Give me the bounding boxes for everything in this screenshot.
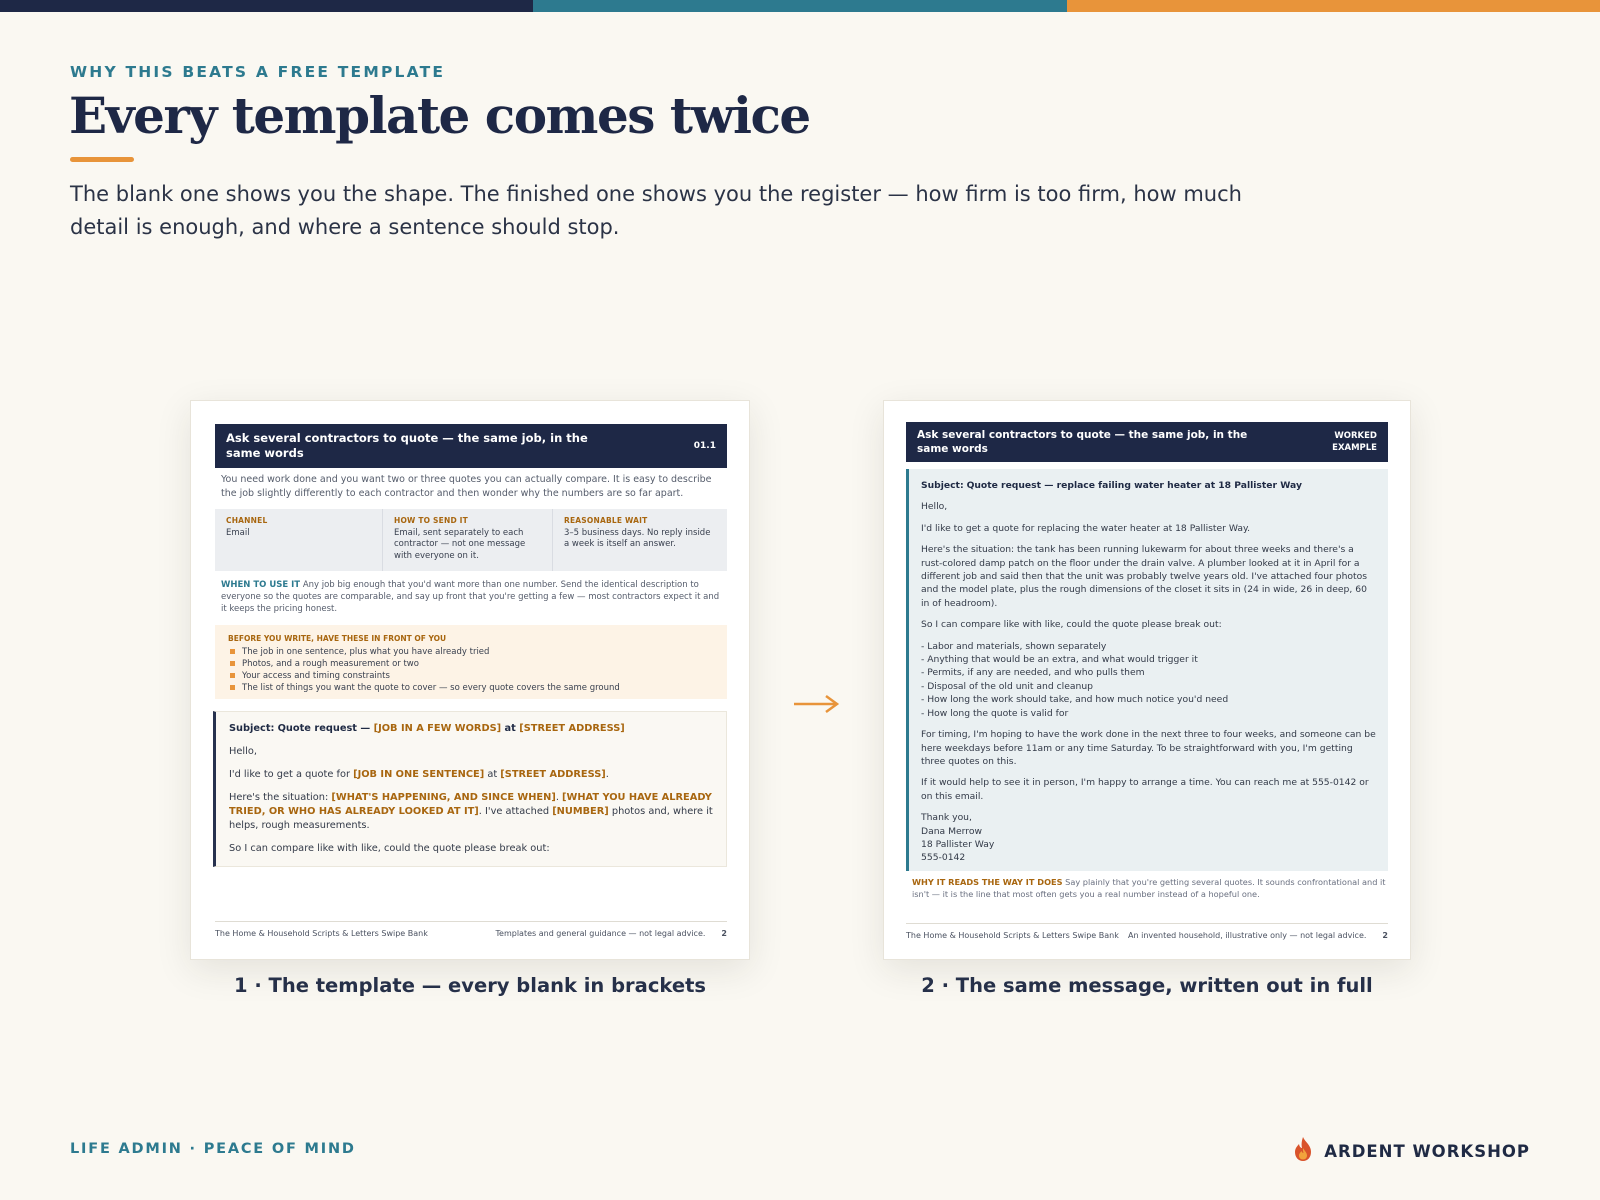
list-item: - Labor and materials, shown separately	[921, 640, 1107, 652]
doc-footer	[906, 923, 1388, 940]
placeholder: [WHAT YOU HAVE ALREADY TRIED, OR WHO HAS ALREADY LOOKED AT IT]	[229, 792, 712, 817]
list-item: The list of things you want the quote to cover — so every quote covers the same ground	[228, 682, 714, 694]
before-label: BEFORE YOU WRITE, HAVE THESE IN FRONT OF YOU	[228, 634, 447, 643]
doc-code: 01.1	[693, 440, 716, 451]
doc-footer	[215, 921, 727, 938]
meta-table	[215, 509, 727, 571]
when-to-use-label: WHEN TO USE IT	[221, 580, 301, 590]
list-item: The job in one sentence, plus what you have already tried	[228, 646, 714, 658]
example-page-card	[883, 400, 1411, 960]
list-item: - How long the quote is valid for	[921, 707, 1069, 719]
letter-signoff: Thank you, Dana Merrow 18 Pallister Way 555-0142	[921, 812, 995, 864]
before-list	[228, 646, 714, 694]
letter-paragraph: I'd like to get a quote for replacing the water heater at 18 Pallister Way.	[921, 522, 1251, 534]
letter-line: So I can compare like with like, could the quote please break out:	[229, 843, 550, 854]
placeholder: [STREET ADDRESS]	[519, 723, 625, 734]
letter-paragraph: Here's the situation: the tank has been running lukewarm for about three weeks and there's a rust-colored damp patch on the floor under the drain valve. A plumber looked at it in April for a different job and said then that the unit was probably twelve years old. I've attached four photos and the model plate, plus the rough dimensions of the closet it sits in (24 in wide, 26 in deep, 60 in of headroom).	[921, 544, 1368, 609]
doc-footer-left: The Home & Household Scripts & Letters Swipe Bank	[906, 931, 1119, 940]
list-item: - Permits, if any are needed, and who pulls them	[921, 667, 1145, 679]
why-it-reads-note	[912, 876, 1390, 900]
letter-greeting: Hello,	[229, 746, 257, 757]
why-text: Say plainly that you're getting several quotes. It sounds confrontational and it isn't — it is the line that most often gets you a real number instead of a hopeful one.	[912, 877, 1386, 899]
top-bar-orange-segment	[1067, 0, 1600, 12]
meta-label: HOW TO SEND IT	[394, 516, 468, 525]
doc-title: Ask several contractors to quote — the same job, in the same words	[917, 429, 1248, 455]
meta-label: CHANNEL	[226, 516, 268, 525]
doc-title: Ask several contractors to quote — the same job, in the same words	[226, 431, 588, 460]
bullet-square-icon	[230, 685, 235, 690]
worked-example-badge: WORKED EXAMPLE	[1332, 431, 1377, 453]
letter-subject: Subject: Quote request — [JOB IN A FEW WORDS] at [STREET ADDRESS]	[229, 723, 625, 734]
letter-greeting: Hello,	[921, 501, 948, 513]
page-number: 2	[721, 929, 727, 938]
page-number: 2	[1382, 931, 1388, 940]
placeholder: [STREET ADDRESS]	[500, 769, 606, 780]
footer-tagline: LIFE ADMIN · PEACE OF MIND	[70, 1141, 356, 1157]
letter-line: Here's the situation: [WHAT'S HAPPENING, AND SINCE WHEN]. [WHAT YOU HAVE ALREADY TRIED, OR WHO HAS ALREADY LOOKED AT IT]. I've attached [NUMBER] photos and, where it helps, rough measurements.	[229, 792, 713, 831]
title-accent-rule	[70, 157, 134, 162]
bullet-square-icon	[230, 673, 235, 678]
meta-value: Email	[226, 527, 250, 538]
meta-channel	[215, 509, 382, 571]
placeholder: [NUMBER]	[552, 806, 609, 817]
doc-footer-right: An invented household, illustrative only — not legal advice.	[1128, 931, 1367, 940]
right-arrow-icon	[792, 686, 840, 722]
letter-breakdown-list	[921, 640, 1376, 720]
caption-example: 2 · The same message, written out in full	[921, 974, 1373, 997]
when-to-use-text: Any job big enough that you'd want more than one number. Send the identical description to everyone so the quotes are comparable, and say up front that you're getting a few — most contractors expect it and it keeps the pricing honest.	[221, 580, 720, 614]
template-letter	[213, 711, 727, 867]
intro-paragraph: The blank one shows you the shape. The finished one shows you the register — how firm is too firm, how much detail is enough, and where a sentence should stop.	[70, 182, 1242, 239]
letter-paragraph: If it would help to see it in person, I'm happy to arrange a time. You can reach me at 555-0142 or on this email.	[921, 777, 1369, 802]
when-to-use	[221, 579, 721, 615]
top-color-bar	[0, 0, 1600, 12]
letter-paragraph: So I can compare like with like, could the quote please break out:	[921, 619, 1222, 631]
list-item: - How long the work should take, and how much notice you'd need	[921, 694, 1229, 706]
meta-value: Email, sent separately to each contractor — not one message with everyone on it.	[394, 527, 526, 561]
flame-logo-icon	[1292, 1136, 1314, 1166]
list-item: - Anything that would be an extra, and what would trigger it	[921, 654, 1198, 666]
letter-line: I'd like to get a quote for [JOB IN ONE SENTENCE] at [STREET ADDRESS].	[229, 769, 609, 780]
bullet-square-icon	[230, 649, 235, 654]
before-you-write-box	[215, 625, 727, 699]
page-title: Every template comes twice	[69, 86, 810, 145]
doc-lede: You need work done and you want two or three quotes you can actually compare. It is easy to describe the job slightly differently to each contractor and then wonder why the numbers are so far apart.	[221, 474, 712, 499]
meta-how-to-send	[382, 509, 552, 571]
list-item: Photos, and a rough measurement or two	[228, 658, 714, 670]
brand-name: ARDENT WORKSHOP	[1324, 1141, 1530, 1161]
top-bar-teal-segment	[533, 0, 1066, 12]
kicker: WHY THIS BEATS A FREE TEMPLATE	[70, 63, 446, 81]
list-item: - Disposal of the old unit and cleanup	[921, 680, 1093, 692]
why-label: WHY IT READS THE WAY IT DOES	[912, 877, 1063, 887]
bullet-square-icon	[230, 661, 235, 666]
top-bar-navy-segment	[0, 0, 533, 12]
meta-reasonable-wait	[552, 509, 727, 571]
doc-footer-left: The Home & Household Scripts & Letters Swipe Bank	[215, 929, 428, 938]
placeholder: [WHAT'S HAPPENING, AND SINCE WHEN]	[331, 792, 556, 803]
meta-value: 3–5 business days. No reply inside a week is itself an answer.	[564, 527, 711, 549]
doc-header	[215, 424, 727, 468]
doc-footer-right: Templates and general guidance — not legal advice.	[495, 929, 706, 938]
list-item: Your access and timing constraints	[228, 670, 714, 682]
caption-template: 1 · The template — every blank in brackets	[233, 974, 706, 997]
doc-header	[906, 422, 1388, 462]
meta-label: REASONABLE WAIT	[564, 516, 648, 525]
placeholder: [JOB IN ONE SENTENCE]	[353, 769, 485, 780]
brand-lockup	[1292, 1136, 1530, 1166]
letter-paragraph: For timing, I'm hoping to have the work done in the next three to four weeks, and someone can be here weekdays before 11am or any time Saturday. To be straightforward with you, I'm getting three quotes on this.	[921, 729, 1376, 767]
example-letter	[906, 469, 1388, 871]
letter-subject: Subject: Quote request — replace failing water heater at 18 Pallister Way	[921, 480, 1302, 491]
placeholder: [JOB IN A FEW WORDS]	[373, 723, 502, 734]
template-page-card	[190, 400, 750, 960]
